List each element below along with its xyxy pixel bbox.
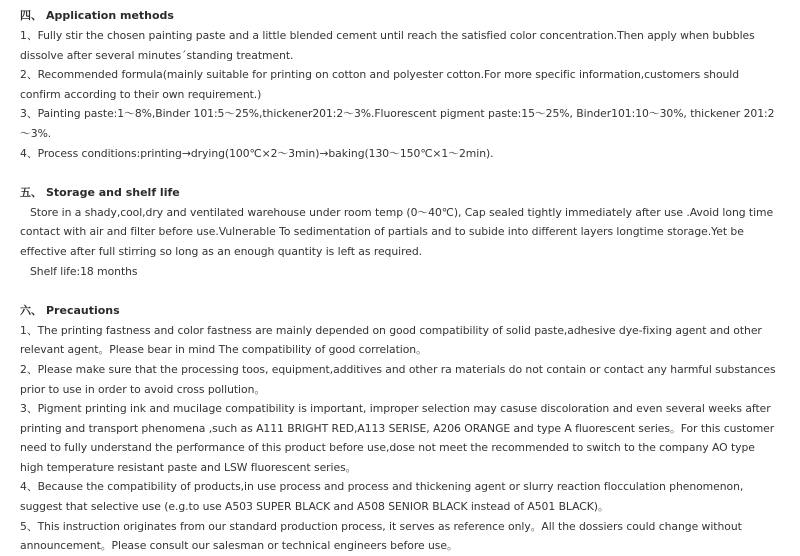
section-precautions [20, 301, 780, 556]
section-title: Application methods [46, 9, 174, 22]
section-number: 四、 [20, 9, 42, 22]
paragraph: 2、Please make sure that the processing toos, equipment,additives and other ra materials do not contain or contact any harmful substances prior to use in order to avoid cross pollution。 [20, 362, 776, 396]
section-application-methods [20, 6, 780, 163]
section-heading [20, 183, 780, 203]
section-heading [20, 301, 780, 321]
paragraph: 4、Process conditions:printing→drying(100℃×2～3min)→baking(130～150℃×1～2min). [20, 146, 494, 160]
section-storage-shelf-life [20, 183, 780, 281]
section-title: Precautions [46, 303, 120, 317]
paragraph: 4、Because the compatibility of products,in use process and process and thickening agent or slurry reaction flocculation phenomenon, suggest that selective use (e.g.to use A503 SUPER BLACK and A508 SENIOR BLACK instead of A501 BLACK)。 [20, 480, 744, 514]
paragraph: 3、Painting paste:1～8%,Binder 101:5～25%,thickener201:2～3%.Fluorescent pigment paste:15～25%, Binder101:10～30%, thickener 201:2～3%. [20, 107, 775, 140]
paragraph: 1、Fully stir the chosen painting paste and a little blended cement until reach the satisfied color concentration.Then apply when bubbles dissolve after several minutes´standing treatment. [20, 29, 755, 62]
paragraph: 3、Pigment printing ink and mucilage compatibility is important, improper selection may casuse discoloration and even several weeks after printing and transport phenomena ,such as A111 BRIGHT RED,A113 SERISE, A206 ORANGE and type A fluorescent series。For this customer need to fully understand the performance of this product before use,dose not meet the recommended to switch to the company AO type high temperature resistant paste and LSW fluorescent series。 [20, 402, 775, 474]
paragraph: 2、Recommended formula(mainly suitable for printing on cotton and polyester cotton.For more specific information,customers should confirm according to their own requirement.) [20, 68, 740, 101]
section-number: 五、 [20, 185, 42, 199]
section-number: 六、 [20, 303, 42, 317]
section-title: Storage and shelf life [46, 185, 180, 199]
section-spacer [20, 281, 780, 301]
paragraph: Store in a shady,cool,dry and ventilated warehouse under room temp (0～40℃), Cap sealed tightly immediately after use .Avoid long time contact with air and filter before use.Vulnerable To sedimentation of partials and to subide into different layers longtime storage.Yet be effective after full stirring so long as an enough quantity is left as required. [20, 205, 774, 258]
section-heading [20, 6, 780, 26]
section-spacer [20, 163, 780, 183]
paragraph: 5、This instruction originates from our standard production process, it serves as reference only。All the dossiers could change without announcement。Please consult our salesman or technical engineers before use。 [20, 519, 742, 553]
paragraph: 1、The printing fastness and color fastness are mainly depended on good compatibility of solid paste,adhesive dye-fixing agent and other relevant agent。Please bear in mind The compatibility of good correlation。 [20, 323, 762, 357]
paragraph: Shelf life:18 months [30, 264, 138, 278]
